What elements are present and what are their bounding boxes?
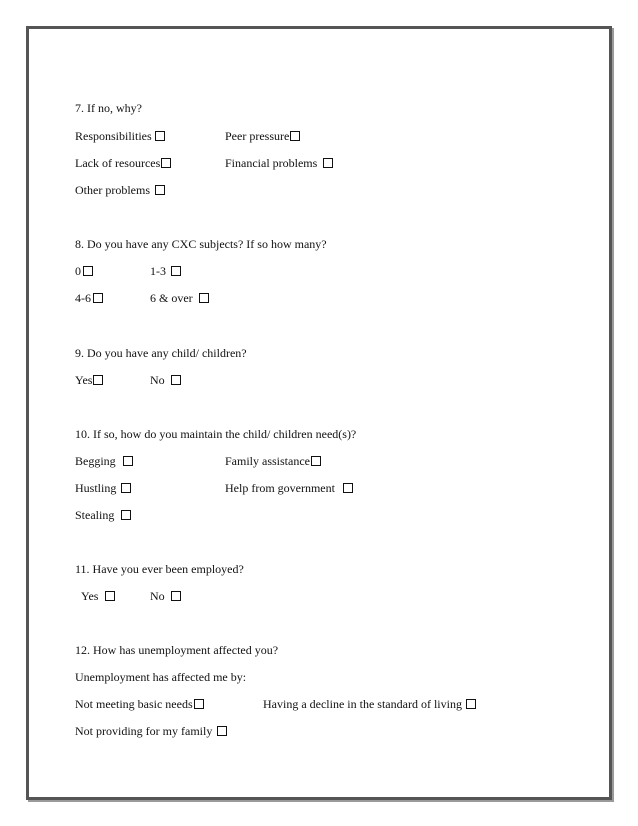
question-10-label: 10. If so, how do you maintain the child/ children need(s)?: [75, 427, 357, 441]
question-11-label: 11. Have you ever been employed?: [75, 562, 244, 576]
option-label: 4-6: [75, 291, 91, 305]
option-decline-in-standard-of-living[interactable]: [263, 697, 476, 711]
option-label: Lack of resources: [75, 156, 161, 170]
question-12-label: 12. How has unemployment affected you?: [75, 643, 279, 657]
option-hustling[interactable]: [75, 481, 131, 495]
option-help-from-government[interactable]: [225, 481, 353, 495]
option-other-problems[interactable]: [75, 183, 165, 197]
checkbox-icon[interactable]: [217, 726, 227, 736]
option-financial-problems[interactable]: [225, 156, 333, 170]
option-label: 1-3: [150, 264, 166, 278]
question-9-label: 9. Do you have any child/ children?: [75, 346, 247, 360]
checkbox-icon[interactable]: [171, 591, 181, 601]
question-12-sublabel: Unemployment has affected me by:: [75, 670, 247, 684]
option-family-assistance[interactable]: [225, 454, 321, 468]
checkbox-icon[interactable]: [323, 158, 333, 168]
option-one-to-three[interactable]: [150, 264, 181, 278]
checkbox-icon[interactable]: [93, 375, 103, 385]
option-lack-of-resources[interactable]: [75, 156, 171, 170]
option-label: Peer pressure: [225, 129, 290, 143]
option-label: Stealing: [75, 508, 115, 522]
checkbox-icon[interactable]: [155, 131, 165, 141]
option-label: Responsibilities: [75, 129, 152, 143]
option-zero[interactable]: [75, 264, 93, 278]
checkbox-icon[interactable]: [171, 375, 181, 385]
checkbox-icon[interactable]: [93, 293, 103, 303]
checkbox-icon[interactable]: [199, 293, 209, 303]
option-begging[interactable]: [75, 454, 133, 468]
option-yes[interactable]: [81, 589, 115, 603]
option-stealing[interactable]: [75, 508, 131, 522]
option-four-to-six[interactable]: [75, 291, 103, 305]
checkbox-icon[interactable]: [105, 591, 115, 601]
option-six-and-over[interactable]: [150, 291, 209, 305]
checkbox-icon[interactable]: [311, 456, 321, 466]
option-label: Other problems: [75, 183, 150, 197]
option-no[interactable]: [150, 373, 181, 387]
option-label: Begging: [75, 454, 116, 468]
checkbox-icon[interactable]: [121, 510, 131, 520]
option-peer-pressure[interactable]: [225, 129, 300, 143]
option-label: Not providing for my family: [75, 724, 213, 738]
checkbox-icon[interactable]: [194, 699, 204, 709]
checkbox-icon[interactable]: [155, 185, 165, 195]
option-label: 0: [75, 264, 81, 278]
checkbox-icon[interactable]: [171, 266, 181, 276]
option-no[interactable]: [150, 589, 181, 603]
option-not-providing-for-family[interactable]: [75, 724, 227, 738]
option-label: Yes: [75, 373, 93, 387]
option-label: No: [150, 373, 165, 387]
checkbox-icon[interactable]: [290, 131, 300, 141]
option-responsibilities[interactable]: [75, 129, 165, 143]
option-not-meeting-basic-needs[interactable]: [75, 697, 204, 711]
option-label: Help from government: [225, 481, 335, 495]
option-label: Financial problems: [225, 156, 318, 170]
option-label: No: [150, 589, 165, 603]
option-label: Hustling: [75, 481, 117, 495]
question-8-label: 8. Do you have any CXC subjects? If so how many?: [75, 237, 327, 251]
option-label: Having a decline in the standard of living: [263, 697, 462, 711]
checkbox-icon[interactable]: [123, 456, 133, 466]
option-yes[interactable]: [75, 373, 103, 387]
checkbox-icon[interactable]: [466, 699, 476, 709]
option-label: Yes: [81, 589, 99, 603]
option-label: 6 & over: [150, 291, 193, 305]
option-label: Not meeting basic needs: [75, 697, 193, 711]
option-label: Family assistance: [225, 454, 310, 468]
question-7-label: 7. If no, why?: [75, 101, 142, 115]
checkbox-icon[interactable]: [83, 266, 93, 276]
checkbox-icon[interactable]: [121, 483, 131, 493]
checkbox-icon[interactable]: [343, 483, 353, 493]
checkbox-icon[interactable]: [161, 158, 171, 168]
